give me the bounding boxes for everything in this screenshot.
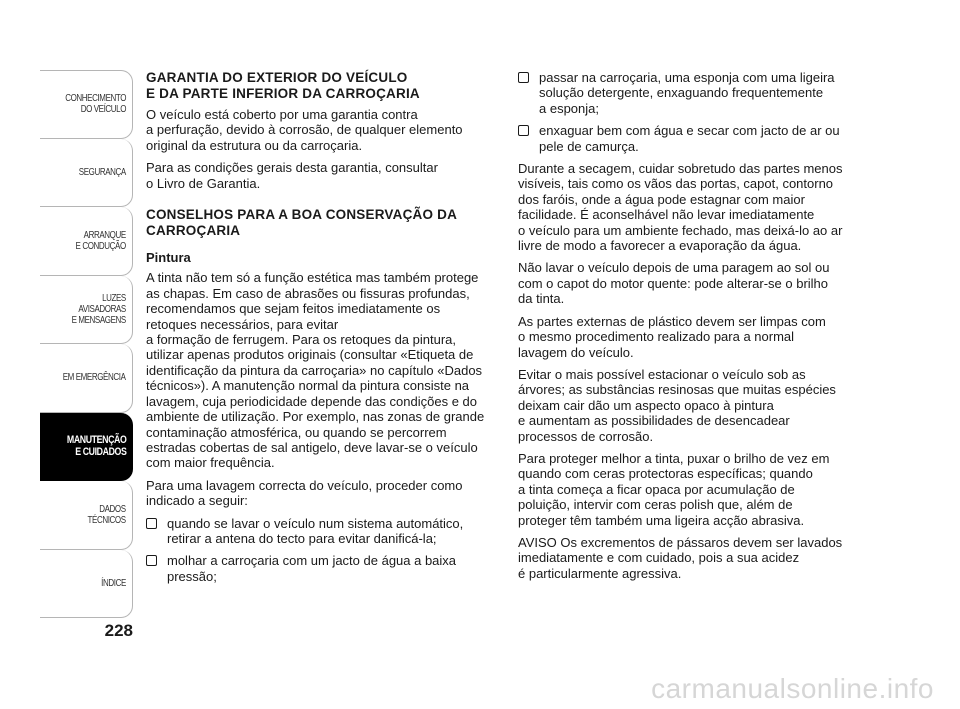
tab-label: DADOS TÉCNICOS: [87, 503, 126, 526]
checkbox-bullet-icon: [146, 555, 157, 566]
tab-label: EM EMERGÊNCIA: [63, 372, 126, 384]
list-item: [518, 70, 843, 116]
paragraph-warning: AVISO Os excrementos de pássaros devem ser lavados imediatamente e com cuidado, pois a sua acidez é particularmente agressiva.: [518, 534, 843, 581]
tab-dados[interactable]: [40, 481, 133, 550]
tab-luzes[interactable]: [40, 276, 133, 345]
tab-label: LUZES AVISADORAS E MENSAGENS: [71, 292, 126, 326]
paragraph: Durante a secagem, cuidar sobretudo das partes menos visíveis, tais como os vãos das portas, capot, contorno dos faróis, onde a água pode estagnar com maior facilidade. É aconselhável não levar imediatamente o veículo para um ambiente fechado, mas deixá-lo ao ar livre de modo a favorecer a evaporação da água.: [518, 161, 843, 254]
tab-label: ÍNDICE: [101, 577, 126, 589]
checkbox-bullet-icon: [518, 72, 529, 83]
list-item: [518, 123, 843, 154]
heading-warranty: GARANTIA DO EXTERIOR DO VEÍCULO E DA PARTE INFERIOR DA CARROÇARIA: [146, 70, 420, 101]
list-item-text: quando se lavar o veículo num sistema automático, retirar a antena do tecto para evitar danificá-la;: [167, 515, 464, 546]
section-tabs: [40, 70, 133, 618]
left-column: [146, 70, 491, 591]
paragraph: O veículo está coberto por uma garantia contra a perfuração, devido à corrosão, de qualquer elemento original da estrutura ou da carroçaria.: [146, 107, 463, 153]
tab-manutencao[interactable]: [40, 413, 133, 482]
tab-label: ARRANQUE E CONDUÇÃO: [75, 229, 126, 252]
paragraph: Evitar o mais possível estacionar o veículo sob as árvores; as substâncias resinosas que muitas espécies deixam cair dão um aspecto opaco à pintura e aumentam as possibilidades de desencadear processos de corrosão.: [518, 366, 836, 444]
watermark: carmanualsonline.info: [651, 673, 934, 704]
tab-label: CONHECIMENTO DO VEÍCULO: [65, 93, 126, 116]
checkbox-bullet-icon: [518, 125, 529, 136]
tab-indice[interactable]: [40, 550, 133, 619]
list-item-text: enxaguar bem com água e secar com jacto de ar ou pele de camurça.: [539, 123, 840, 154]
list-item: [146, 516, 491, 547]
list-item-text: passar na carroçaria, uma esponja com uma ligeira solução detergente, enxaguando frequentemente a esponja;: [539, 70, 835, 116]
subheading-pintura: Pintura: [146, 250, 191, 266]
page-number: 228: [104, 621, 133, 640]
paragraph: Para as condições gerais desta garantia, consultar o Livro de Garantia.: [146, 160, 438, 191]
list-item: [146, 553, 491, 584]
paragraph: A tinta não tem só a função estética mas também protege as chapas. Em caso de abrasões ou fissuras profundas, recomendamos que sejam feitos imediatamente os retoques necessários, para evitar a formação de ferrugem. Para os retoques da pintura, utilizar apenas produtos originais (consultar «Etiqueta de identificação da pintura da carroçaria» no capítulo «Dados técnicos»). A manutenção normal da pintura consiste na lavagem, cuja periodicidade depende das condições e do ambiente de utilização. Por exemplo, nas zonas de grande contaminação atmosférica, ou quando se percorrem estradas cobertas de sal antigelo, deve lavar-se o veículo com maior frequência.: [146, 270, 485, 471]
paragraph: As partes externas de plástico devem ser limpas com o mesmo procedimento realizado para a normal lavagem do veículo.: [518, 313, 826, 360]
paragraph: Para proteger melhor a tinta, puxar o brilho de vez em quando com ceras protectoras específicas; quando a tinta começa a ficar opaca por acumulação de poluição, intervir com ceras polish que, além de proteger têm também uma ligeira acção abrasiva.: [518, 450, 830, 528]
paragraph: Não lavar o veículo depois de uma paragem ao sol ou com o capot do motor quente: pode alterar-se o brilho da tinta.: [518, 260, 830, 307]
tab-label: MANUTENÇÃO E CUIDADOS: [66, 434, 126, 459]
paragraph: Para uma lavagem correcta do veículo, proceder como indicado a seguir:: [146, 477, 463, 509]
right-column: [518, 70, 843, 588]
tab-seguranca[interactable]: [40, 139, 133, 208]
tab-label: SEGURANÇA: [78, 166, 126, 178]
tab-arranque[interactable]: [40, 207, 133, 276]
tab-conhecimento[interactable]: [40, 70, 133, 139]
checkbox-bullet-icon: [146, 518, 157, 529]
tab-emergencia[interactable]: [40, 344, 133, 413]
heading-conservation: CONSELHOS PARA A BOA CONSERVAÇÃO DA CARROÇARIA: [146, 207, 457, 238]
list-item-text: molhar a carroçaria com um jacto de água a baixa pressão;: [167, 553, 457, 584]
